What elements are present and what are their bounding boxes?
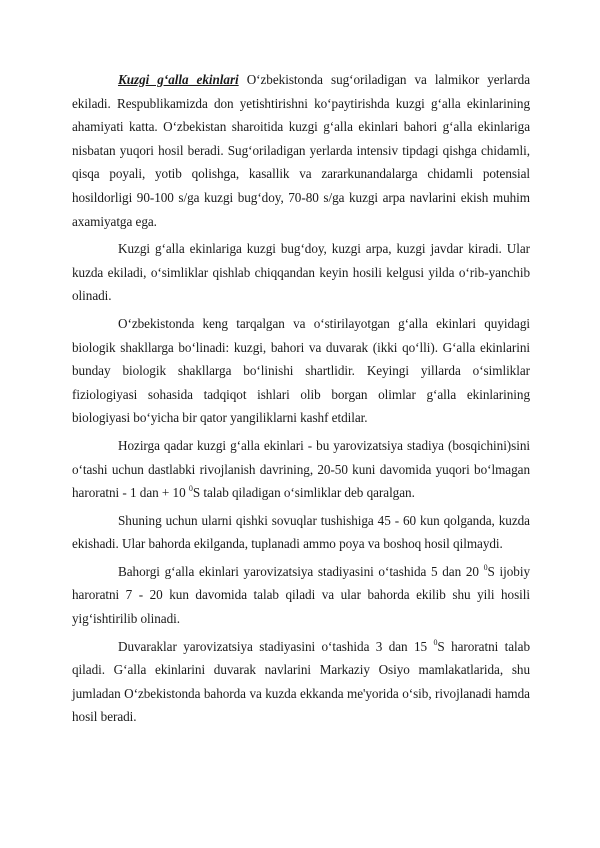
paragraph-4-text-a: Hozirga qadar kuzgi g‘alla ekinlari - bu yarovizatsiya stadiya (bosqichini)sini o‘tashi uchun dastlabki rivojlanish davrining, 20-50 kuni davomida yuqori bo‘lmagan haroratni - 1 dan + 10 [72,437,530,501]
paragraph-6 [72,560,530,631]
paragraph-6-text-b: S ijobiy haroratni 7 - 20 kun davomida talab qiladi va ular bahorda ekilib shu yili hosili yig‘ishtirilib olinadi. [72,563,530,627]
paragraph-4 [72,434,530,505]
paragraph-7-text-a: Duvaraklar yarovizatsiya stadiyasini o‘tashida 3 dan 15 [118,638,434,654]
paragraph-1 [72,68,530,233]
paragraph-7-text-b: S haroratni talab qiladi. G‘alla ekinlarini duvarak navlarini Markaziy Osiyo mamlakatlarida, shu jumladan O‘zbekistonda bahorda va kuzda ekkanda me'yorida o‘sib, rivojlanadi hamda hosil beradi. [72,638,530,725]
paragraph-5: Shuning uchun ularni qishki sovuqlar tushishiga 45 - 60 kun qolganda, kuzda ekishadi. Ular bahorda ekilganda, tuplanadi ammo poya va boshoq hosil qilmaydi. [72,512,530,552]
paragraph-3: O‘zbekistonda keng tarqalgan va o‘stirilayotgan g‘alla ekinlari quyidagi biologik shakllarga bo‘linadi: kuzgi, bahori va duvarak (ikki qo‘lli). G‘alla ekinlarini bunday biologik shakllarga bo‘linishi shartlidir. Keyingi yillarda o‘simliklar fiziologiyasi sohasida tadqiqot ishlari olib borgan olimlar g‘alla ekinlarining biologiyasi bo‘yicha bir qator yangiliklarni kashf etdilar. [72,315,530,426]
paragraph-4-text-b: S talab qiladigan o‘simliklar deb qaralgan. [192,485,415,501]
paragraph-6-text-a: Bahorgi g‘alla ekinlari yarovizatsiya stadiyasini o‘tashida 5 dan 20 [118,563,484,579]
degree-superscript: 0 [188,484,193,494]
paragraph-7 [72,635,530,729]
heading-term: Kuzgi g‘alla ekinlari [118,72,239,87]
paragraph-2: Kuzgi g‘alla ekinlariga kuzgi bug‘doy, kuzgi arpa, kuzgi javdar kiradi. Ular kuzda ekiladi, o‘simliklar qishlab chiqqandan keyin hosili kelgusi yilda o‘rib-yanchib olinadi. [72,241,530,304]
degree-superscript: 0 [483,562,488,572]
paragraph-1-text: O‘zbekistonda sug‘oriladigan va lalmikor yerlarda ekiladi. Respublikamizda don yetishtirishni ko‘paytirishda kuzgi g‘alla ekinlarining ahamiyati katta. O‘zbekistan sharoitida kuzgi g‘alla ekinlari bahori g‘alla ekinlariga nisbatan yuqori hosil beradi. Sug‘oriladigan yerlarda intensiv tipdagi qishga chidamli, qisqa poyali, yotib qolishga, kasallik va zararkunandalarga chidamli potensial hosildorligi 90-100 s/ga kuzgi bug‘doy, 70-80 s/ga kuzgi arpa navlarini ekish muhim axamiyatga ega. [72,72,530,229]
degree-superscript: 0 [433,637,438,647]
